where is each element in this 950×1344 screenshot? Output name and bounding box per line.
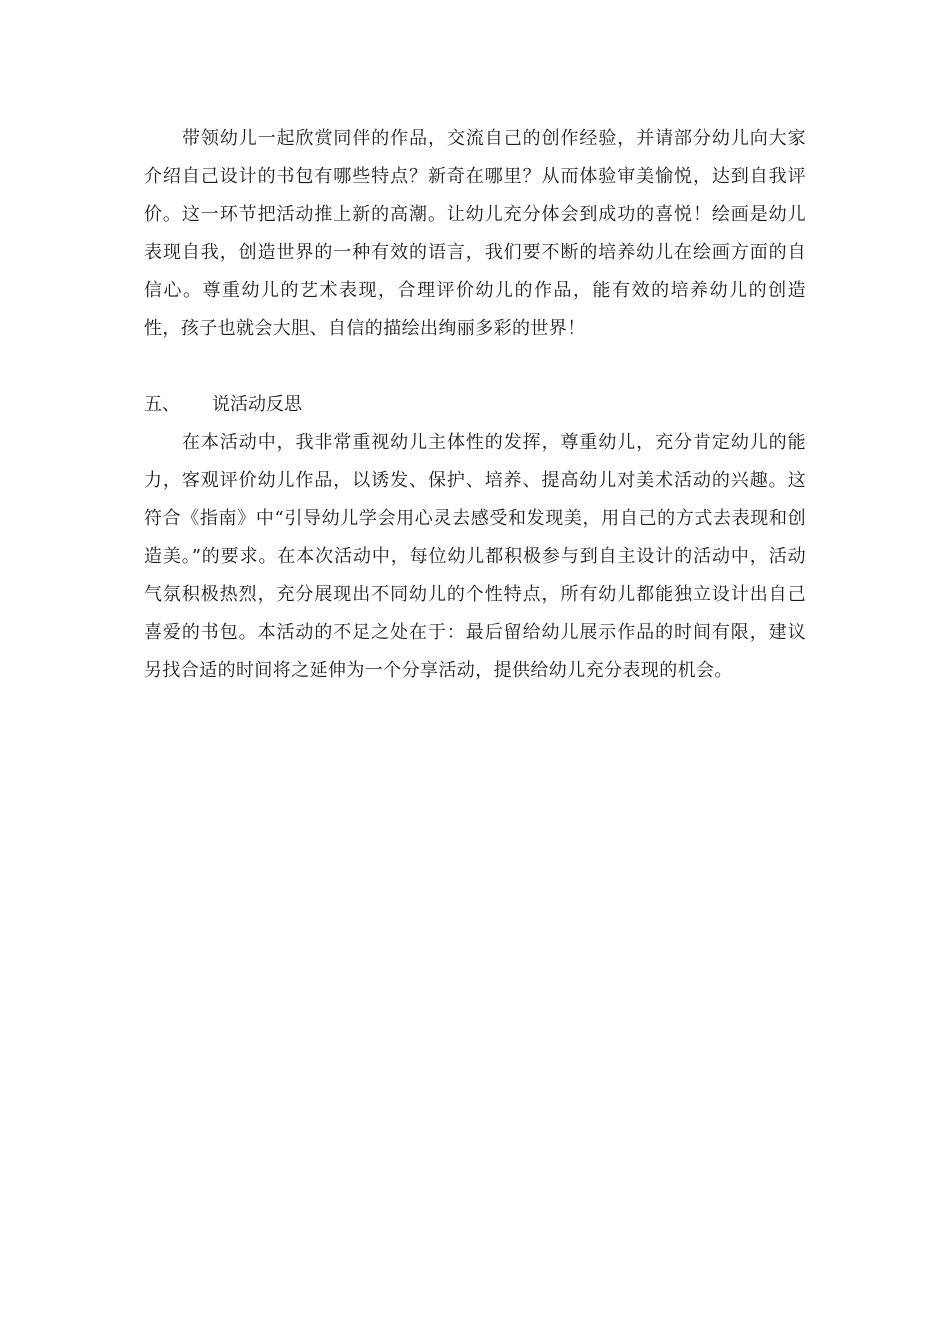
paragraph-work-sharing: 带领幼儿一起欣赏同伴的作品，交流自己的创作经验，并请部分幼儿向大家介绍自己设计的书包有哪些特点？新奇在哪里？从而体验审美愉悦，达到自我评价。这一环节把活动推上新的高潮。让幼儿充分体会到成功的喜悦！绘画是幼儿表现自我，创造世界的一种有效的语言，我们要不断的培养幼儿在绘画方面的自信心。尊重幼儿的艺术表现，合理评价幼儿的作品，能有效的培养幼儿的创造性，孩子也就会大胆、自信的描绘出绚丽多彩的世界！ bbox=[144, 128, 806, 339]
section-title: 说活动反思 bbox=[212, 394, 302, 415]
section-number: 五、 bbox=[144, 394, 180, 415]
paragraph-activity-reflection: 在本活动中，我非常重视幼儿主体性的发挥，尊重幼儿，充分肯定幼儿的能力，客观评价幼儿作品，以诱发、保护、培养、提高幼儿对美术活动的兴趣。这符合《指南》中“引导幼儿学会用心灵去感受和发现美，用自己的方式去表现和创造美。”的要求。在本次活动中，每位幼儿都积极参与到自主设计的活动中，活动气氛积极热烈，充分展现出不同幼儿的个性特点，所有幼儿都能独立设计出自己喜爱的书包。本活动的不足之处在于：最后留给幼儿展示作品的时间有限，建议另找合适的时间将之延伸为一个分享活动，提供给幼儿充分表现的机会。 bbox=[144, 432, 806, 681]
section-heading-reflection bbox=[144, 386, 806, 424]
document-body bbox=[144, 120, 806, 690]
